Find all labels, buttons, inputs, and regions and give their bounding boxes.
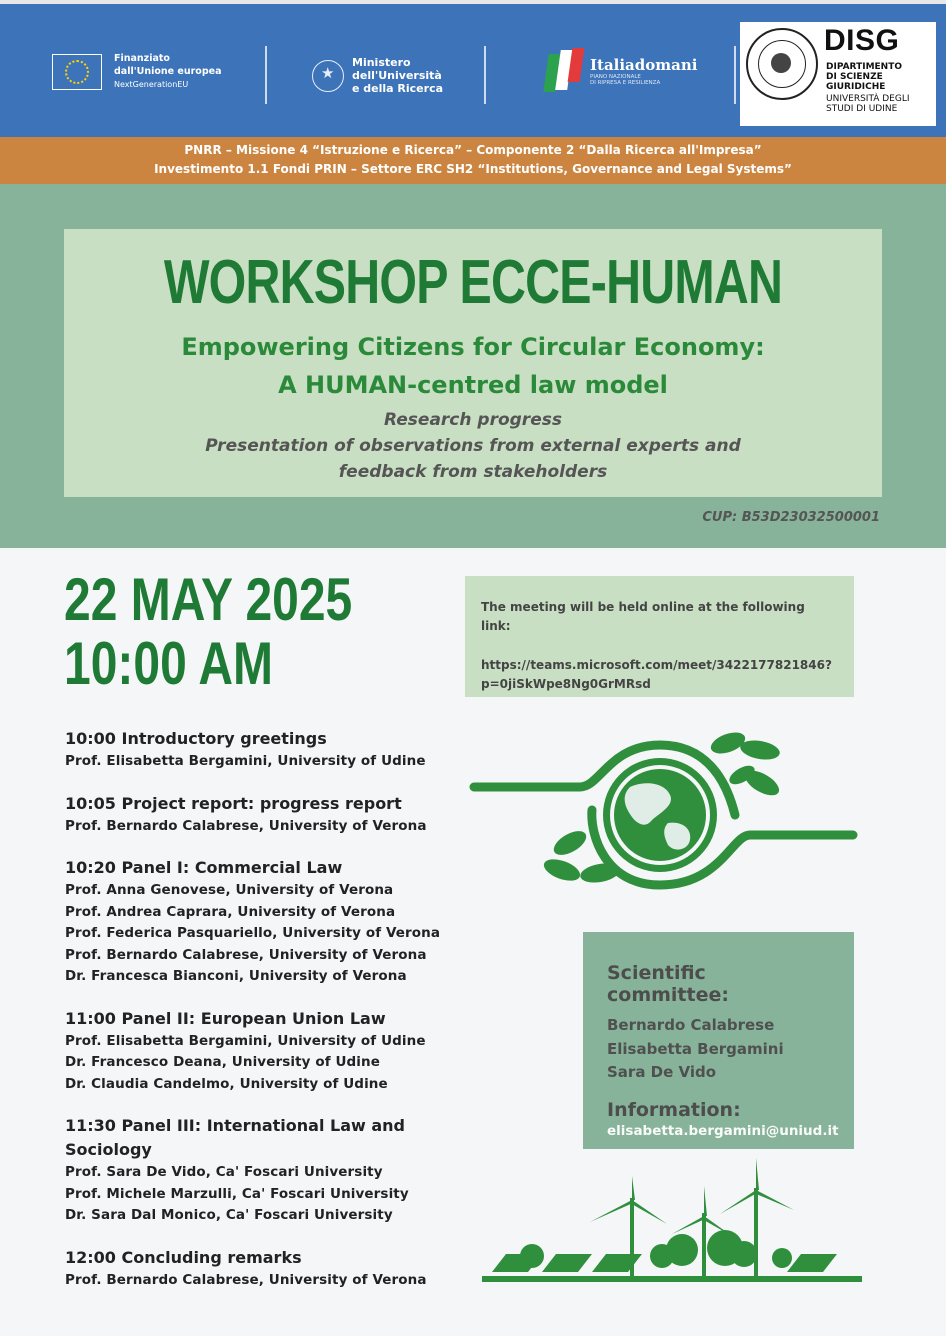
- eu-line1: Finanziato: [114, 53, 170, 64]
- university-seal-icon: [746, 28, 818, 100]
- meeting-link-line2[interactable]: p=0jiSkWpe8Ng0GrMRsd: [481, 677, 651, 691]
- session-speaker: Prof. Anna Genovese, University of Verona: [65, 882, 394, 898]
- meeting-box: [465, 576, 854, 697]
- session-heading: 10:05 Project report: progress report: [65, 793, 402, 813]
- program-session: [65, 856, 495, 988]
- session-speaker: Prof. Federica Pasquariello, University of Verona: [65, 925, 441, 941]
- committee-member: Elisabetta Bergamini: [607, 1039, 784, 1058]
- divider: [484, 46, 486, 104]
- session-speaker: Dr. Francesco Deana, University of Udine: [65, 1054, 380, 1070]
- event-day: 22 MAY 2025: [64, 566, 353, 633]
- workshop-subtitle-2: A HUMAN-centred law model: [278, 371, 668, 399]
- session-speaker: Prof. Bernardo Calabrese, University of Verona: [65, 1271, 427, 1288]
- mur-line3: e della Ricerca: [352, 82, 444, 95]
- disg-logo: [740, 22, 936, 126]
- session-speaker: Prof. Andrea Caprara, University of Verona: [65, 903, 396, 920]
- divider: [734, 46, 736, 104]
- event-time: 10:00 AM: [64, 630, 273, 697]
- program-session: [65, 1114, 495, 1227]
- funding-line1: PNRR – Missione 4 “Istruzione e Ricerca” – Componente 2 “Dalla Ricerca all'Impresa”: [184, 143, 762, 157]
- committee-title: Scientific committee:: [607, 962, 729, 1006]
- disg-line1: DIPARTIMENTO: [826, 62, 902, 72]
- session-heading: 10:00 Introductory greetings: [65, 729, 327, 748]
- meeting-intro: The meeting will be held online at the following link:: [481, 600, 805, 633]
- globe-leaves-icon: [470, 725, 860, 900]
- title-section: [0, 184, 946, 548]
- mur-line2: dell'Università: [352, 69, 442, 82]
- disg-line2: DI SCIENZE: [826, 72, 883, 82]
- eu-flag-icon: [52, 54, 102, 90]
- information-email[interactable]: elisabetta.bergamini@uniud.it: [607, 1122, 839, 1139]
- cup-code: CUP: B53D23032500001: [702, 510, 880, 525]
- meeting-link-line1[interactable]: https://teams.microsoft.com/meet/3422177821846?: [481, 658, 832, 672]
- disg-line5: STUDI DI UDINE: [826, 104, 898, 114]
- italia-domani-flag-icon: [532, 48, 584, 94]
- session-heading: 11:30 Panel III: International Law and Sociology: [65, 1116, 405, 1159]
- italiadomani-title: Italiadomani: [590, 56, 698, 74]
- disg-line4: UNIVERSITÀ DEGLI: [826, 94, 910, 104]
- divider: [265, 46, 267, 104]
- session-speaker: Prof. Michele Marzulli, Ca' Foscari University: [65, 1185, 409, 1202]
- wind-turbines-solar-icon: [482, 1158, 862, 1290]
- session-speaker: Prof. Bernardo Calabrese, University of Verona: [65, 817, 427, 834]
- workshop-title: WORKSHOP ECCE-HUMAN: [163, 248, 783, 317]
- committee-member: Bernardo Calabrese: [607, 1016, 775, 1034]
- funding-band: [0, 137, 946, 184]
- mur-logo: [312, 56, 443, 95]
- session-speaker: Prof. Bernardo Calabrese, University of Verona: [65, 946, 427, 963]
- event-date: [64, 568, 352, 696]
- title-box: [64, 229, 882, 497]
- session-speaker: Dr. Sara Dal Monico, Ca' Foscari University: [65, 1207, 393, 1223]
- session-heading: 10:20 Panel I: Commercial Law: [65, 858, 343, 877]
- program-session: [65, 1246, 495, 1292]
- program-session: [65, 727, 495, 773]
- session-heading: 11:00 Panel II: European Union Law: [65, 1008, 386, 1028]
- workshop-desc-2: Presentation of observations from external experts and: [205, 436, 741, 456]
- session-speaker: Prof. Elisabetta Bergamini, University of Udine: [65, 1032, 426, 1049]
- workshop-subtitle-1: Empowering Citizens for Circular Economy:: [181, 333, 765, 361]
- funding-line2: Investimento 1.1 Fondi PRIN – Settore ERC SH2 “Institutions, Governance and Legal Systems”: [154, 162, 792, 176]
- program-session: [65, 1007, 495, 1096]
- disg-line3: GIURIDICHE: [826, 82, 886, 92]
- eu-logo: [52, 52, 221, 91]
- mur-line1: Ministero: [352, 56, 411, 69]
- session-speaker: Dr. Claudia Candelmo, University of Udine: [65, 1075, 388, 1092]
- session-speaker: Dr. Francesca Bianconi, University of Verona: [65, 968, 407, 984]
- italiadomani-logo: [532, 48, 697, 94]
- committee-box: [583, 932, 854, 1149]
- committee-member: Sara De Vido: [607, 1063, 717, 1081]
- italian-republic-emblem-icon: [312, 60, 344, 92]
- eu-line3: NextGenerationEU: [114, 80, 189, 89]
- workshop-desc-3: feedback from stakeholders: [338, 462, 608, 482]
- meeting-link[interactable]: [481, 656, 838, 694]
- disg-title: DISG: [824, 24, 900, 57]
- session-speaker: Prof. Elisabetta Bergamini, University of Udine: [65, 753, 426, 769]
- program: [65, 727, 495, 1310]
- session-heading: 12:00 Concluding remarks: [65, 1247, 302, 1267]
- italiadomani-sub2: DI RIPRESA E RESILIENZA: [590, 80, 661, 86]
- italiadomani-sub1: PIANO NAZIONALE: [590, 74, 641, 80]
- program-session: [65, 792, 495, 838]
- workshop-desc-1: Research progress: [384, 410, 562, 430]
- information-title: Information:: [607, 1098, 741, 1121]
- session-speaker: Prof. Sara De Vido, Ca' Foscari University: [65, 1164, 383, 1180]
- eu-line2: dall'Unione europea: [114, 66, 222, 77]
